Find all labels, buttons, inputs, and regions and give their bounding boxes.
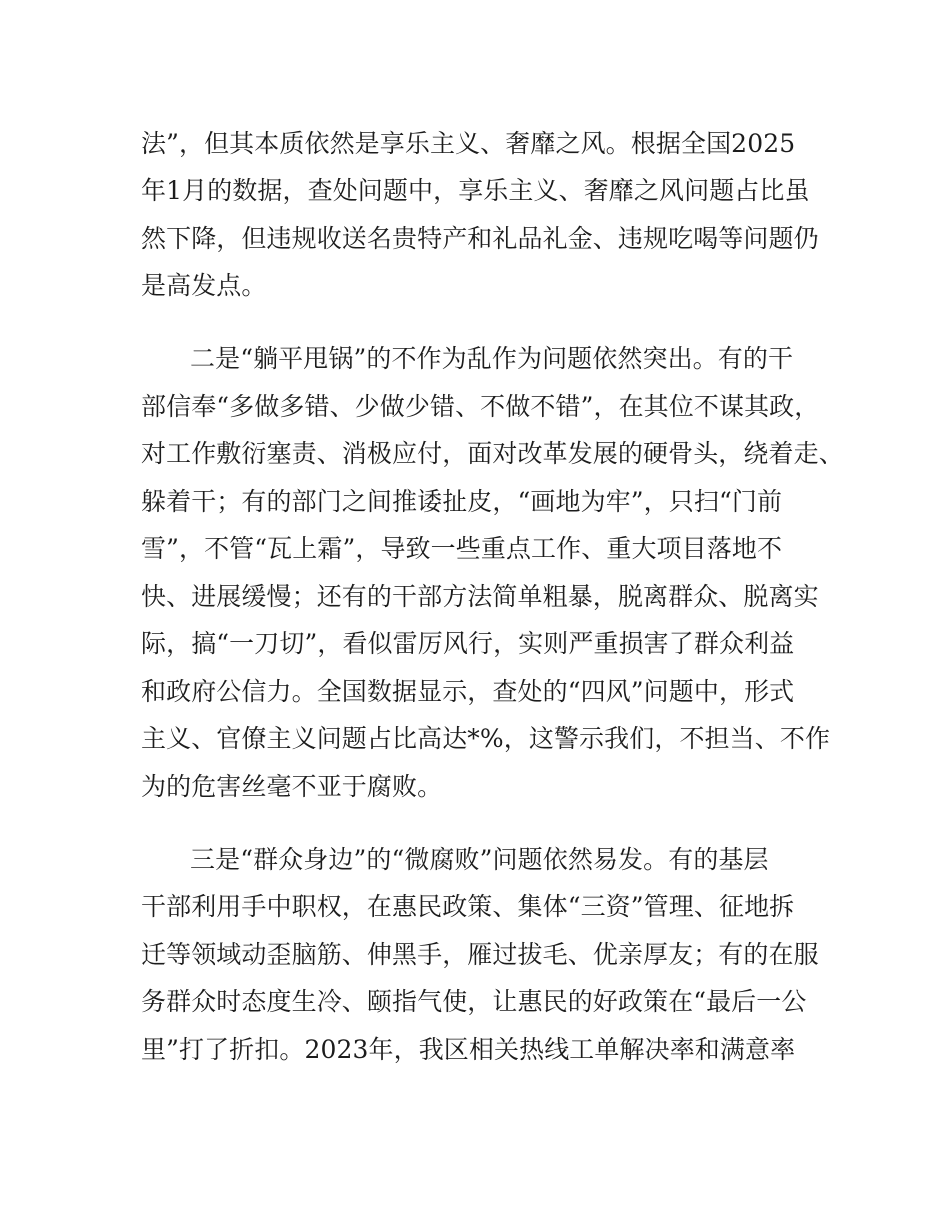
paragraph-2-line-5: 雪”，不管“瓦上霜”，导致一些重点工作、重大项目落地不 — [141, 534, 783, 563]
paragraph-2-line-9: 主义、官僚主义问题占比高达*%，这警示我们，不担当、不作 — [141, 724, 831, 753]
paragraph-2-line-3: 对工作敷衍塞责、消极应付，面对改革发展的硬骨头，绕着走、 — [141, 439, 844, 468]
paragraph-2-line-8: 和政府公信力。全国数据显示，查处的“四风”问题中，形式 — [141, 677, 795, 706]
paragraph-2-line-6: 快、进展缓慢；还有的干部方法简单粗暴，脱离群众、脱离实 — [141, 582, 819, 611]
paragraph-1-line-2: 年1月的数据，查处问题中，享乐主义、奢靡之风问题占比虽 — [141, 176, 810, 205]
paragraph-2-line-1: 二是“躺平甩锅”的不作为乱作为问题依然突出。有的干 — [190, 344, 794, 373]
paragraph-1-line-3: 然下降，但违规收送名贵特产和礼品礼金、违规吃喝等问题仍 — [141, 224, 819, 253]
paragraph-3-line-4: 务群众时态度生冷、颐指气使，让惠民的好政策在“最后一公 — [141, 987, 807, 1016]
paragraph-1-line-1: 法”，但其本质依然是享乐主义、奢靡之风。根据全国2025 — [141, 129, 796, 158]
paragraph-2-line-7: 际，搞“一刀切”，看似雷厉风行，实则严重损害了群众利益 — [141, 629, 795, 658]
paragraph-2-line-4: 躲着干；有的部门之间推诿扯皮，“画地为牢”，只扫“门前 — [141, 487, 783, 516]
paragraph-3-line-3: 迁等领域动歪脑筋、伸黑手，雁过拔毛、优亲厚友；有的在服 — [141, 940, 819, 969]
paragraph-2-line-10: 为的危害丝毫不亚于腐败。 — [141, 772, 443, 801]
paragraph-3-line-5: 里”打了折扣。2023年，我区相关热线工单解决率和满意率 — [141, 1035, 796, 1064]
paragraph-3-line-1: 三是“群众身边”的“微腐败”问题依然易发。有的基层 — [190, 845, 769, 874]
paragraph-3-line-2: 干部利用手中职权，在惠民政策、集体“三资”管理、征地拆 — [141, 892, 795, 921]
paragraph-1-line-4: 是高发点。 — [141, 271, 267, 300]
paragraph-2-line-2: 部信奉“多做多错、少做少错、不做不错”，在其位不谋其政， — [141, 392, 820, 421]
